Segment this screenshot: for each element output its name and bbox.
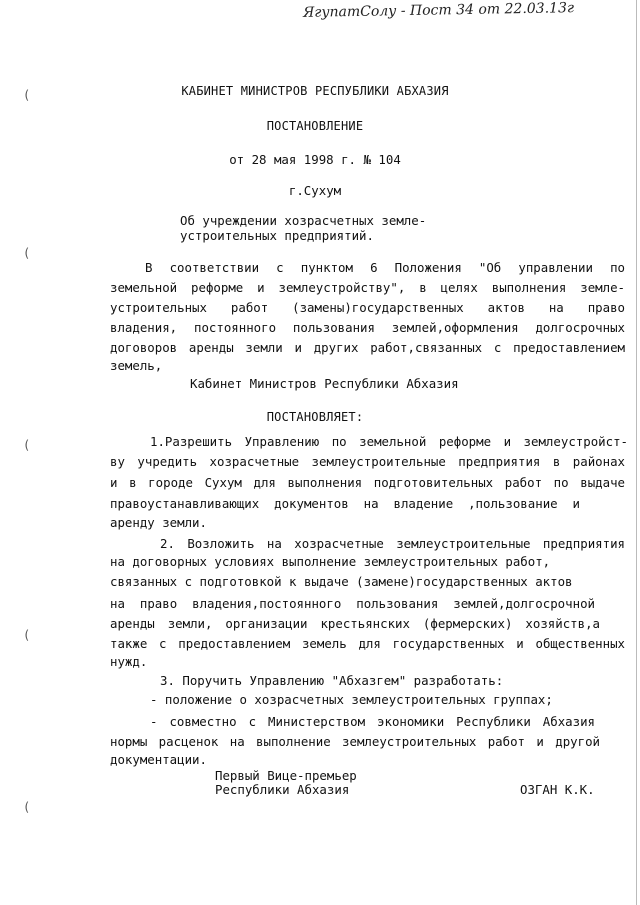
signatory-title: Республики Абхазия (215, 782, 350, 797)
item-2-line: на договорных условиях выполнение землеустроительных работ, (110, 554, 551, 569)
document-type: ПОСТАНОВЛЕНИЕ (266, 119, 364, 133)
resolves-heading: ПОСТАНОВЛЯЕТ: (266, 410, 364, 424)
item-2-line: на право владения,постоянного пользования землей,долгосрочной (110, 596, 595, 611)
preamble-line: устроительных работ (замены)государственных актов на право (110, 300, 625, 315)
subject-line: Об учреждении хозрасчетных земле- (180, 213, 427, 228)
preamble-line: владения, постоянного пользования землей,оформления долгосрочных (110, 320, 625, 335)
preamble-line: земель, (110, 358, 163, 373)
hole-punch-mark: ( (23, 88, 31, 102)
item-3-line: документации. (110, 752, 207, 767)
place: г.Сухум (288, 183, 342, 198)
item-1-line: 1.Разрешить Управлению по земельной реформе и землеустройст- (150, 434, 628, 449)
item-2-line: 2. Возложить на хозрасчетные землеустроительные предприятия (160, 536, 625, 551)
issuer-heading: КАБИНЕТ МИНИСТРОВ РЕСПУБЛИКИ АБХАЗИЯ (181, 84, 449, 98)
item-1-line: правоустанавливающих документов на владение ,пользование и (110, 496, 580, 511)
hole-punch-mark: ( (23, 628, 31, 642)
item-3-line: 3. Поручить Управлению "Абхазгем" разработать: (160, 673, 504, 688)
date-number: от 28 мая 1998 г. № 104 (229, 152, 401, 167)
item-3-line: - положение о хозрасчетных землеустроительных группах; (150, 692, 553, 707)
hole-punch-mark: ( (23, 438, 31, 452)
preamble-line: В соответствии с пунктом 6 Положения "Об управлении по (145, 260, 625, 275)
handwritten-note: ЯгупатСолу - Пост 34 от 22.03.13г (302, 0, 575, 21)
item-2-line: аренды земли, организации крестьянских (фермерских) хозяйств,а (110, 616, 600, 631)
item-2-line: нужд. (110, 654, 148, 669)
preamble-line: земельной реформе и землеустройству", в целях выполнения земле- (110, 280, 625, 295)
signatory-name: ОЗГАН К.К. (520, 782, 595, 797)
hole-punch-mark: ( (23, 800, 31, 814)
item-2-line: также с предоставлением земель для государственных и общественных (110, 636, 625, 651)
preamble-line: договоров аренды земли и других работ,связанных с предоставлением (110, 340, 625, 355)
hole-punch-mark: ( (23, 246, 31, 260)
subject-line: устроительных предприятий. (180, 228, 374, 243)
item-3-line: нормы расценок на выполнение землеустроительных работ и другой (110, 734, 600, 749)
item-1-line: и в городе Сухум для выполнения подготовительных работ по выдаче (110, 475, 625, 490)
preamble-body: Кабинет Министров Республики Абхазия (190, 376, 459, 391)
item-3-line: - совместно с Министерством экономики Республики Абхазия (150, 714, 595, 729)
item-1-line: ву учредить хозрасчетные землеустроительные предприятия в районах (110, 454, 625, 469)
item-2-line: связанных с подготовкой к выдаче (замене)государственных актов (110, 574, 573, 589)
page-edge (636, 0, 637, 905)
signatory-title: Первый Вице-премьер (215, 768, 357, 783)
item-1-line: аренду земли. (110, 515, 207, 530)
